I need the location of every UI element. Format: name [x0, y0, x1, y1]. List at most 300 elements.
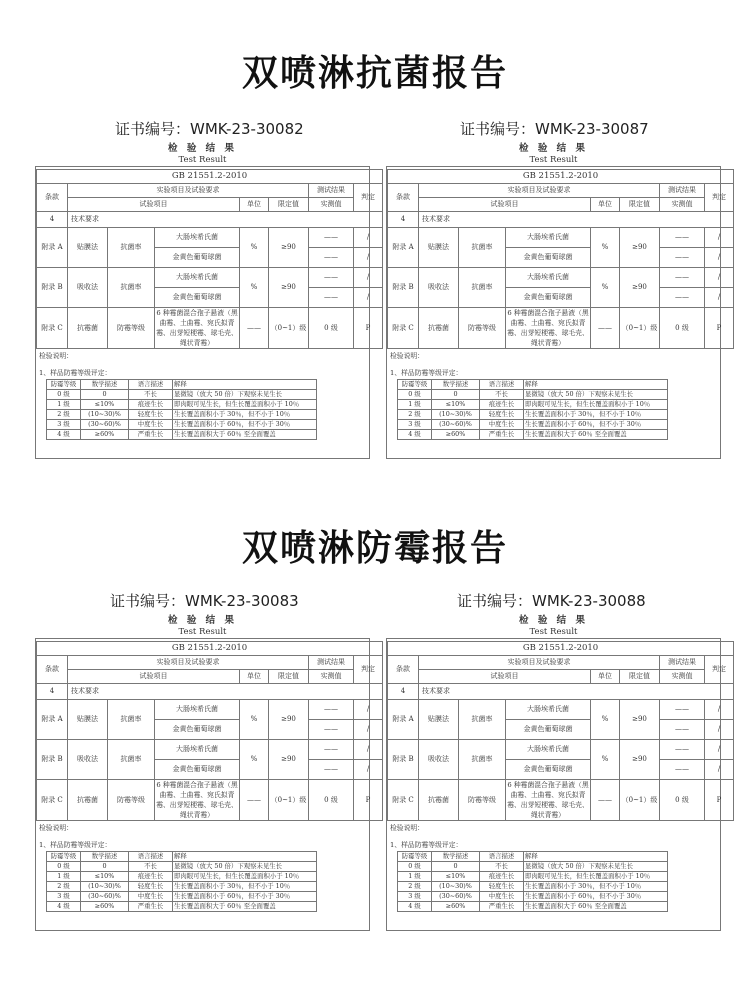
grade-row	[47, 882, 317, 892]
grade-table	[46, 379, 317, 440]
grade-col-header: 语言描述	[129, 852, 173, 862]
grade-intro: 1、样品防霉等级评定：	[390, 841, 463, 849]
grade-row	[398, 862, 668, 872]
appendix-b-label: 附录 B	[388, 740, 419, 780]
report-heading: 检 验 结 果	[519, 615, 588, 626]
grade-cell: 显微镜（放大 50 倍）下观察未见生长	[524, 862, 668, 872]
grade-cell: 1 级	[47, 872, 81, 882]
appendix-c-label: 附录 C	[388, 780, 419, 821]
report-heading: 检 验 结 果	[519, 143, 588, 154]
grade-cell: 痕迹生长	[129, 400, 173, 410]
grade-cell: 痕迹生长	[129, 872, 173, 882]
grade-cell: ≥60%	[81, 902, 129, 912]
appendix-b-method: 吸收法	[419, 740, 459, 780]
grade-cell: 4 级	[47, 430, 81, 440]
mildew-grade-label: 防霉等级	[108, 308, 155, 349]
items-requirements-header: 实验项目及试验要求	[419, 184, 660, 198]
grade-col-header: 解释	[524, 380, 668, 390]
grade-table	[46, 851, 317, 912]
appendix-b-method: 吸收法	[68, 268, 108, 308]
measured-value: ——	[309, 228, 354, 248]
mildew-grade-label: 防霉等级	[108, 780, 155, 821]
appendix-a-method: 贴膜法	[68, 228, 108, 268]
grade-cell: 3 级	[47, 892, 81, 902]
verdict-header: 判定	[705, 656, 734, 684]
limit-header: 限定值	[620, 670, 660, 684]
grade-cell: 生长覆盖面积小于 60％，但不小于 30％	[173, 420, 317, 430]
test-report	[35, 143, 376, 459]
mildew-grade-label: 防霉等级	[459, 780, 506, 821]
organism-staph: 金黄色葡萄球菌	[155, 248, 240, 268]
mildew-grade-label: 防霉等级	[459, 308, 506, 349]
appendix-c-method: 抗霉菌	[419, 780, 459, 821]
measured-value: ——	[309, 740, 354, 760]
items-requirements-header: 实验项目及试验要求	[419, 656, 660, 670]
antibacterial-rate-label: 抗菌率	[108, 228, 155, 268]
items-requirements-header: 实验项目及试验要求	[68, 656, 309, 670]
grade-cell: 生长覆盖面积小于 30％，但不小于 10％	[173, 882, 317, 892]
unit-value: %	[591, 700, 620, 740]
verdict-value: /	[705, 228, 734, 248]
verdict-value: P	[354, 780, 383, 821]
grade-cell: (10~30)%	[81, 410, 129, 420]
verdict-value: /	[705, 268, 734, 288]
standard-number: GB 21551.2-2010	[388, 642, 734, 656]
unit-value: ——	[591, 308, 620, 349]
appendix-b-method: 吸收法	[419, 268, 459, 308]
grade-cell: ≥60%	[81, 430, 129, 440]
unit-value: %	[240, 268, 269, 308]
report-frame	[386, 638, 727, 931]
test-notes-label: 检验说明：	[39, 352, 73, 360]
antibacterial-rate-label: 抗菌率	[108, 740, 155, 780]
section-label: 技术要求	[419, 684, 734, 700]
organism-ecoli: 大肠埃希氏菌	[155, 740, 240, 760]
test-results-header: 测试结果	[660, 184, 705, 198]
grade-cell: ≤10%	[432, 400, 480, 410]
limit-header: 限定值	[269, 198, 309, 212]
verdict-value: /	[354, 740, 383, 760]
grade-cell: 即肉眼可见生长，但生长覆盖面积小于 10％	[524, 872, 668, 882]
grade-cell: 即肉眼可见生长，但生长覆盖面积小于 10％	[173, 872, 317, 882]
grade-table	[397, 851, 668, 912]
test-notes-label: 检验说明：	[39, 824, 73, 832]
grade-cell: 生长覆盖面积大于 60％ 至全面覆盖	[173, 430, 317, 440]
grade-row	[47, 902, 317, 912]
grade-cell: 0	[432, 390, 480, 400]
verdict-header: 判定	[354, 184, 383, 212]
grade-row	[47, 430, 317, 440]
grade-cell: 中度生长	[129, 420, 173, 430]
appendix-b-label: 附录 B	[388, 268, 419, 308]
organism-staph: 金黄色葡萄球菌	[506, 288, 591, 308]
organism-ecoli: 大肠埃希氏菌	[506, 228, 591, 248]
section-title-antibacterial: 双喷淋抗菌报告	[241, 53, 508, 94]
test-item-header: 试验项目	[419, 670, 591, 684]
verdict-header: 判定	[354, 656, 383, 684]
grade-cell: 轻度生长	[480, 410, 524, 420]
grade-cell: 2 级	[47, 882, 81, 892]
measured-header: 实测值	[660, 198, 705, 212]
verdict-value: /	[354, 760, 383, 780]
verdict-value: /	[705, 720, 734, 740]
unit-value: %	[591, 740, 620, 780]
grade-cell: (10~30)%	[432, 410, 480, 420]
limit-value: （0~1）级	[269, 780, 309, 821]
organism-ecoli: 大肠埃希氏菌	[506, 700, 591, 720]
grade-cell: 生长覆盖面积小于 60％，但不小于 30％	[524, 892, 668, 902]
grade-cell: 中度生长	[480, 420, 524, 430]
grade-cell: ≥60%	[432, 430, 480, 440]
grade-cell: 不长	[129, 390, 173, 400]
test-notes-label: 检验说明：	[390, 824, 424, 832]
grade-cell: 生长覆盖面积大于 60％ 至全面覆盖	[173, 902, 317, 912]
cert-number-4: 证书编号：WMK-23-30088	[457, 592, 646, 610]
grade-cell: 生长覆盖面积小于 30％，但不小于 10％	[524, 410, 668, 420]
grade-row	[47, 892, 317, 902]
antibacterial-rate-label: 抗菌率	[108, 700, 155, 740]
grade-row	[398, 882, 668, 892]
appendix-a-method: 贴膜法	[419, 228, 459, 268]
organism-staph: 金黄色葡萄球菌	[155, 720, 240, 740]
appendix-c-label: 附录 C	[37, 780, 68, 821]
measured-value: ——	[660, 720, 705, 740]
verdict-value: /	[354, 720, 383, 740]
grade-intro: 1、样品防霉等级评定：	[390, 369, 463, 377]
report-frame	[35, 166, 376, 459]
grade-cell: 痕迹生长	[480, 872, 524, 882]
report-heading: 检 验 结 果	[168, 143, 237, 154]
grade-intro: 1、样品防霉等级评定：	[39, 369, 112, 377]
grade-cell: 严重生长	[480, 902, 524, 912]
measured-header: 实测值	[660, 670, 705, 684]
grade-cell: (30~60)%	[432, 420, 480, 430]
grade-col-header: 数学描述	[432, 380, 480, 390]
verdict-value: /	[705, 288, 734, 308]
grade-col-header: 数学描述	[81, 380, 129, 390]
section-label: 技术要求	[68, 212, 383, 228]
verdict-value: /	[354, 268, 383, 288]
appendix-a-label: 附录 A	[37, 228, 68, 268]
measured-value: ——	[660, 760, 705, 780]
verdict-value: /	[705, 760, 734, 780]
measured-value: 0 级	[309, 308, 354, 349]
grade-cell: 即肉眼可见生长，但生长覆盖面积小于 10％	[173, 400, 317, 410]
grade-cell: 0 级	[398, 862, 432, 872]
grade-row	[47, 420, 317, 430]
organism-ecoli: 大肠埃希氏菌	[155, 228, 240, 248]
grade-cell: 轻度生长	[129, 882, 173, 892]
grade-cell: (10~30)%	[432, 882, 480, 892]
organism-ecoli: 大肠埃希氏菌	[155, 700, 240, 720]
appendix-b-method: 吸收法	[68, 740, 108, 780]
verdict-value: /	[354, 228, 383, 248]
clause-header: 条款	[388, 656, 419, 684]
grade-cell: 0 级	[398, 390, 432, 400]
measured-value: 0 级	[660, 780, 705, 821]
grade-cell: 生长覆盖面积小于 30％，但不小于 10％	[173, 410, 317, 420]
grade-cell: 4 级	[47, 902, 81, 912]
grade-col-header: 解释	[173, 380, 317, 390]
grade-cell: 生长覆盖面积小于 60％，但不小于 30％	[173, 892, 317, 902]
limit-value: ≥90	[269, 700, 309, 740]
verdict-header: 判定	[705, 184, 734, 212]
organism-staph: 金黄色葡萄球菌	[155, 288, 240, 308]
report-heading: 检 验 结 果	[168, 615, 237, 626]
grade-col-header: 数学描述	[432, 852, 480, 862]
verdict-value: P	[705, 308, 734, 349]
grade-row	[47, 410, 317, 420]
grade-cell: 3 级	[47, 420, 81, 430]
grade-col-header: 数学描述	[81, 852, 129, 862]
report-frame	[35, 638, 376, 931]
grade-cell: ≤10%	[432, 872, 480, 882]
unit-header: 单位	[240, 670, 269, 684]
grade-col-header: 解释	[173, 852, 317, 862]
antibacterial-rate-label: 抗菌率	[459, 268, 506, 308]
verdict-value: P	[354, 308, 383, 349]
limit-value: ≥90	[269, 268, 309, 308]
grade-col-header: 防霉等级	[47, 380, 81, 390]
verdict-value: /	[705, 248, 734, 268]
limit-value: （0~1）级	[620, 780, 660, 821]
grade-table	[397, 379, 668, 440]
verdict-value: /	[354, 700, 383, 720]
limit-value: ≥90	[620, 228, 660, 268]
verdict-value: /	[705, 740, 734, 760]
antibacterial-rate-label: 抗菌率	[108, 268, 155, 308]
test-report	[386, 143, 727, 459]
measured-value: ——	[660, 740, 705, 760]
organism-staph: 金黄色葡萄球菌	[506, 760, 591, 780]
section-number: 4	[37, 684, 68, 700]
test-results-header: 测试结果	[309, 184, 354, 198]
grade-cell: 痕迹生长	[480, 400, 524, 410]
antibacterial-rate-label: 抗菌率	[459, 740, 506, 780]
grade-row	[47, 400, 317, 410]
grade-col-header: 语言描述	[480, 852, 524, 862]
grade-col-header: 防霉等级	[398, 380, 432, 390]
grade-cell: 3 级	[398, 420, 432, 430]
measured-value: ——	[660, 288, 705, 308]
unit-value: %	[591, 228, 620, 268]
measured-header: 实测值	[309, 670, 354, 684]
grade-cell: 0	[432, 862, 480, 872]
measured-value: ——	[660, 228, 705, 248]
grade-col-header: 防霉等级	[398, 852, 432, 862]
grade-cell: 3 级	[398, 892, 432, 902]
grade-cell: 生长覆盖面积大于 60％ 至全面覆盖	[524, 902, 668, 912]
grade-cell: 1 级	[47, 400, 81, 410]
verdict-value: P	[705, 780, 734, 821]
unit-header: 单位	[240, 198, 269, 212]
grade-cell: (30~60)%	[81, 420, 129, 430]
unit-value: %	[240, 700, 269, 740]
grade-cell: 0	[81, 390, 129, 400]
test-report	[35, 615, 376, 931]
grade-cell: 显微镜（放大 50 倍）下观察未见生长	[524, 390, 668, 400]
limit-header: 限定值	[620, 198, 660, 212]
grade-cell: 4 级	[398, 430, 432, 440]
appendix-b-label: 附录 B	[37, 268, 68, 308]
cert-number-2: 证书编号：WMK-23-30087	[460, 120, 649, 138]
measured-value: ——	[309, 268, 354, 288]
grade-row	[398, 430, 668, 440]
measured-value: ——	[660, 248, 705, 268]
grade-cell: 2 级	[47, 410, 81, 420]
grade-row	[47, 390, 317, 400]
grade-cell: (30~60)%	[81, 892, 129, 902]
appendix-c-method: 抗霉菌	[68, 780, 108, 821]
grade-cell: 不长	[480, 390, 524, 400]
grade-cell: 0 级	[47, 390, 81, 400]
limit-value: （0~1）级	[269, 308, 309, 349]
grade-cell: 2 级	[398, 410, 432, 420]
grade-cell: 1 级	[398, 872, 432, 882]
section-label: 技术要求	[419, 212, 734, 228]
results-table	[387, 641, 734, 821]
section-label: 技术要求	[68, 684, 383, 700]
grade-intro: 1、样品防霉等级评定：	[39, 841, 112, 849]
grade-cell: 不长	[480, 862, 524, 872]
grade-cell: 0 级	[47, 862, 81, 872]
antibacterial-rate-label: 抗菌率	[459, 700, 506, 740]
section-number: 4	[37, 212, 68, 228]
unit-value: ——	[240, 780, 269, 821]
organism-ecoli: 大肠埃希氏菌	[506, 740, 591, 760]
measured-value: ——	[309, 248, 354, 268]
grade-cell: 轻度生长	[129, 410, 173, 420]
clause-header: 条款	[37, 184, 68, 212]
appendix-c-label: 附录 C	[37, 308, 68, 349]
section-title-antimildew: 双喷淋防霉报告	[241, 528, 508, 569]
mold-suspension-desc: 6 种霉菌混合孢子悬液（黑曲霉、土曲霉、宛氏拟青霉、出芽短梗霉、球毛壳、绳状青霉）	[156, 309, 238, 347]
unit-header: 单位	[591, 198, 620, 212]
grade-cell: 0	[81, 862, 129, 872]
appendix-a-label: 附录 A	[37, 700, 68, 740]
clause-header: 条款	[388, 184, 419, 212]
grade-cell: 即肉眼可见生长，但生长覆盖面积小于 10％	[524, 400, 668, 410]
standard-number: GB 21551.2-2010	[388, 170, 734, 184]
grade-cell: ≤10%	[81, 872, 129, 882]
grade-cell: 严重生长	[129, 430, 173, 440]
standard-number: GB 21551.2-2010	[37, 642, 383, 656]
mold-suspension-desc: 6 种霉菌混合孢子悬液（黑曲霉、土曲霉、宛氏拟青霉、出芽短梗霉、球毛壳、绳状青霉）	[507, 309, 589, 347]
measured-value: ——	[309, 700, 354, 720]
results-table	[36, 169, 383, 349]
unit-value: ——	[591, 780, 620, 821]
cert-number-1: 证书编号：WMK-23-30082	[115, 120, 304, 138]
unit-value: ——	[240, 308, 269, 349]
test-results-header: 测试结果	[309, 656, 354, 670]
grade-row	[398, 872, 668, 882]
limit-value: ≥90	[620, 740, 660, 780]
cert-number-3: 证书编号：WMK-23-30083	[110, 592, 299, 610]
measured-value: ——	[660, 268, 705, 288]
standard-number: GB 21551.2-2010	[37, 170, 383, 184]
organism-ecoli: 大肠埃希氏菌	[155, 268, 240, 288]
measured-value: ——	[309, 288, 354, 308]
organism-staph: 金黄色葡萄球菌	[506, 720, 591, 740]
grade-cell: (30~60)%	[432, 892, 480, 902]
grade-cell: 生长覆盖面积小于 60％，但不小于 30％	[524, 420, 668, 430]
appendix-b-label: 附录 B	[37, 740, 68, 780]
measured-value: 0 级	[660, 308, 705, 349]
unit-header: 单位	[591, 670, 620, 684]
unit-value: %	[240, 740, 269, 780]
grade-cell: 生长覆盖面积大于 60％ 至全面覆盖	[524, 430, 668, 440]
verdict-value: /	[354, 288, 383, 308]
grade-row	[47, 862, 317, 872]
organism-ecoli: 大肠埃希氏菌	[506, 268, 591, 288]
appendix-c-label: 附录 C	[388, 308, 419, 349]
grade-row	[398, 390, 668, 400]
grade-row	[398, 400, 668, 410]
grade-cell: 1 级	[398, 400, 432, 410]
grade-cell: 显微镜（放大 50 倍）下观察未见生长	[173, 390, 317, 400]
grade-cell: 不长	[129, 862, 173, 872]
unit-value: %	[240, 228, 269, 268]
results-table	[36, 641, 383, 821]
report-frame	[386, 166, 727, 459]
limit-value: ≥90	[620, 700, 660, 740]
report-heading-en: Test Result	[178, 627, 227, 637]
limit-header: 限定值	[269, 670, 309, 684]
grade-cell: 轻度生长	[480, 882, 524, 892]
grade-cell: 中度生长	[129, 892, 173, 902]
measured-header: 实测值	[309, 198, 354, 212]
grade-cell: 生长覆盖面积小于 30％，但不小于 10％	[524, 882, 668, 892]
grade-row	[398, 892, 668, 902]
measured-value: ——	[309, 760, 354, 780]
items-requirements-header: 实验项目及试验要求	[68, 184, 309, 198]
appendix-c-method: 抗霉菌	[419, 308, 459, 349]
measured-value: ——	[660, 700, 705, 720]
grade-cell: 严重生长	[480, 430, 524, 440]
test-report	[386, 615, 727, 931]
grade-cell: 2 级	[398, 882, 432, 892]
grade-row	[47, 872, 317, 882]
grade-cell: ≤10%	[81, 400, 129, 410]
grade-col-header: 语言描述	[129, 380, 173, 390]
grade-col-header: 语言描述	[480, 380, 524, 390]
limit-value: ≥90	[269, 228, 309, 268]
limit-value: （0~1）级	[620, 308, 660, 349]
appendix-a-method: 贴膜法	[68, 700, 108, 740]
mold-suspension-desc: 6 种霉菌混合孢子悬液（黑曲霉、土曲霉、宛氏拟青霉、出芽短梗霉、球毛壳、绳状青霉）	[156, 781, 238, 819]
unit-value: %	[591, 268, 620, 308]
report-heading-en: Test Result	[178, 155, 227, 165]
appendix-c-method: 抗霉菌	[68, 308, 108, 349]
test-results-header: 测试结果	[660, 656, 705, 670]
grade-cell: (10~30)%	[81, 882, 129, 892]
appendix-a-label: 附录 A	[388, 700, 419, 740]
grade-col-header: 防霉等级	[47, 852, 81, 862]
report-heading-en: Test Result	[529, 627, 578, 637]
grade-row	[398, 902, 668, 912]
report-heading-en: Test Result	[529, 155, 578, 165]
grade-row	[398, 410, 668, 420]
antibacterial-rate-label: 抗菌率	[459, 228, 506, 268]
appendix-a-label: 附录 A	[388, 228, 419, 268]
test-item-header: 试验项目	[419, 198, 591, 212]
measured-value: 0 级	[309, 780, 354, 821]
clause-header: 条款	[37, 656, 68, 684]
section-number: 4	[388, 684, 419, 700]
measured-value: ——	[309, 720, 354, 740]
grade-cell: 中度生长	[480, 892, 524, 902]
appendix-a-method: 贴膜法	[419, 700, 459, 740]
